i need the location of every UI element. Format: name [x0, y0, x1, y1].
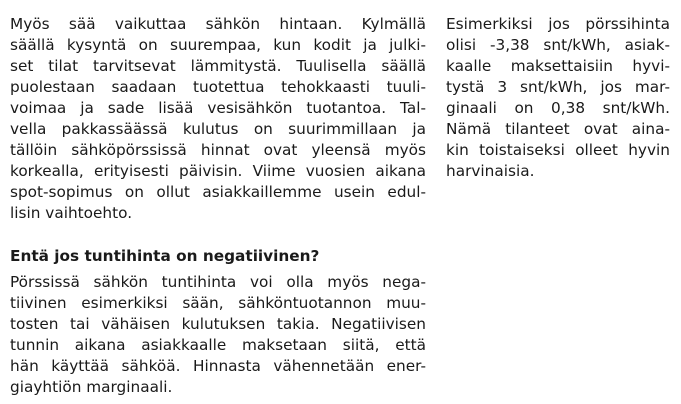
paragraph-line: korkealla, erityisesti päivisin. Viime vuosien aikana — [10, 162, 426, 180]
paragraph-line: tystä 3 snt/kWh, jos mar- — [446, 78, 670, 96]
paragraph-line: Pörssissä sähkön tuntihinta voi olla myös nega- — [10, 273, 426, 291]
paragraph-line: tosten tai vähäisen kulutuksen takia. Negatiivisen — [10, 315, 426, 333]
paragraph-line: säällä kysyntä on suurempaa, kun kodit ja julki- — [10, 36, 426, 54]
section-heading: Entä jos tuntihinta on negatiivinen? — [10, 247, 320, 265]
example-paragraph — [446, 14, 670, 182]
paragraph-line: kaalle maksettaisiin hyvi- — [446, 57, 670, 75]
paragraph-line: olisi -3,38 snt/kWh, asiak- — [446, 36, 670, 54]
paragraph-line: kin toistaiseksi olleet hyvin — [446, 141, 670, 159]
paragraph-line: tiivinen esimerkiksi sään, sähköntuotannon muu- — [10, 294, 426, 312]
right-column — [446, 14, 670, 182]
paragraph-line: Esimerkiksi jos pörssihinta — [446, 15, 670, 33]
paragraph-line: lisin vaihtoehto. — [10, 204, 133, 222]
paragraph-line: voimaa ja sade lisää vesisähkön tuotantoa. Tal- — [10, 99, 426, 117]
paragraph-line: tällöin sähköpörssissä hinnat ovat yleensä myös — [10, 141, 426, 159]
intro-paragraph — [10, 14, 426, 224]
paragraph-line: harvinaisia. — [446, 162, 535, 180]
paragraph-line: set tilat tarvitsevat lämmitystä. Tuulisella säällä — [10, 57, 426, 75]
paragraph-line: vella pakkassäässä kulutus on suurimmillaan ja — [10, 120, 426, 138]
paragraph-line: giayhtiön marginaali. — [10, 378, 173, 396]
paragraph-line: puolestaan saadaan tuotettua tehokkaasti tuuli- — [10, 78, 426, 96]
negative-price-paragraph — [10, 272, 426, 398]
paragraph-line: tunnin aikana asiakkaalle maksetaan siitä, että — [10, 336, 426, 354]
paragraph-line: hän käyttää sähköä. Hinnasta vähennetään ener- — [10, 357, 426, 375]
paragraph-line: Myös sää vaikuttaa sähkön hintaan. Kylmällä — [10, 15, 426, 33]
left-column — [10, 14, 426, 398]
paragraph-line: spot-sopimus on ollut asiakkaillemme usein edul- — [10, 183, 426, 201]
paragraph-line: Nämä tilanteet ovat aina- — [446, 120, 670, 138]
paragraph-line: ginaali on 0,38 snt/kWh. — [446, 99, 670, 117]
